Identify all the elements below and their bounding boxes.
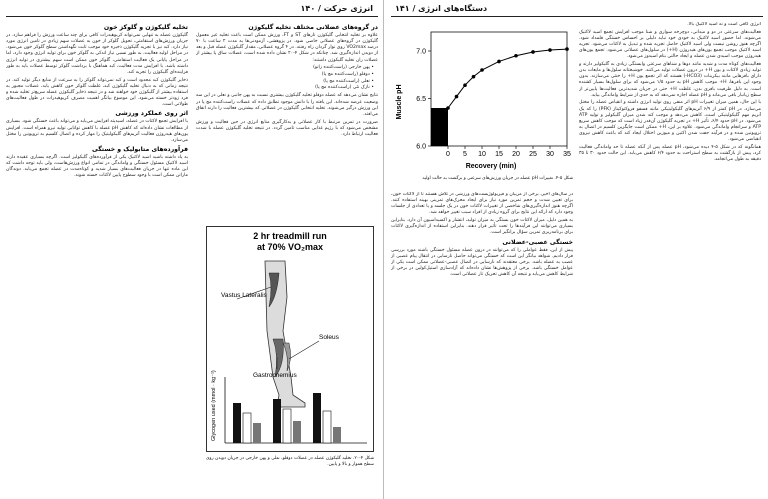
paragraph: با این حال، همین میزان تغییرات pH اثر منفی روی تولید انرژی داشته و انقباض عضله را مختل می‌سازد. در pH کمتر از ۶/۹ آنزیم‌های گلیکولیتیکی مانند فسفو فروکتوکیناز (PFK) را که یک آنزیم مهم گلیکولیتیکی است، کاهش می‌دهد و موجب کند شدن میزان گلیکولیز و تولید ATP می‌شود. در pH حدود ۶/۴، تأثیر H+ در تجزیه گلیکوژن آن‌قدر زیاد است که موجب کاهش سریع ATP و سرانجام واماندگی می‌شود. علاوه بر این، H+ ممکن است جایگزین کلسیم در اتصال به تروپونین شده و در فرآیند جفت شدن اکتین و میوزین اختلال ایجاد کند که باعث کاهش نیروی انقباضی می‌شود. <box>579 100 761 143</box>
glycogen-figure-svg <box>207 227 373 451</box>
x-tick-label: 30 <box>546 151 554 158</box>
paragraph: انرژی کافی است و نه اسید لاکتیک بالا. <box>687 22 761 27</box>
paragraph: همانگونه که در شکل ۵-۴ دیده می‌شود، pH عضله پس از آنکه عضله تا حد واماندگی فعالیت کرد، پیش از بازگشت به سطح استراحت به حدود ۶/۴ کاهش می‌یابد. این حالت حدود ۳۰ تا ۳۵ دقیقه به طول می‌انجامد. <box>579 144 761 163</box>
paragraph: فعالیت‌های سرعتی در دو و میدانی، دوچرخه سواری و شنا موجب افزایش تجمع اسید لاکتیک می‌شوند. اما حضور اسید لاکتیک به خودی خود نباید دلیلی بر احساس خستگی قلمداد شود. اگرچه هنوز روشن نیست ولی اسید لاکتیک حاصل تجزیه شده و تبدیل به لاکتات می‌شود. تجزیه اسید لاکتیک موجب تجمع یون‌های هیدروژن (H+) در سلول‌های عضلانی می‌شود. تجمع یون‌های هیدروژن موجب اسیدی شدن عضله و ایجاد حالتی بنام اسیدوز می‌شود. <box>579 29 761 60</box>
paragraph: در سال‌های اخیر، برخی از مربیان و فیزیولوژیست‌های ورزشی در تلاش هستند تا از لاکتات خون، برای تعیین شدت و حجم تمرین مورد نیاز برای ایجاد محرک‌های تمرینی بهینه استفاده کنند. اگرچه هنوز اندازه‌گیری‌های شاخصی از تغییرات لاکتات خون در یک جلسه و یا تعدادی از جلسات وجود دارد که ارائه این نتایج برای گروه زیادی از افراد سبب تغییر خواهد شد. <box>391 192 573 216</box>
paragraph: نتایج نشان می‌دهد که عضله دوقلو تخلیه گلیکوژن بیشتری نسبت به پهن جانبی و نعلی در این سه وضعیت عرضه شده‌اند. این یافته را با دانش موجود تطابق داده که عضلات راست‌کننده مچ پا در این ورزش درگیر می‌شوند. تخلیه انتخابی گلیکوژن در عضلاتی که بیشترین فعالیت را دارند اتفاق می‌افتد. <box>196 93 378 117</box>
bar <box>253 423 261 443</box>
figure-title-2: at 70% VO₂max <box>256 242 324 252</box>
bar <box>233 403 241 443</box>
bar <box>313 393 321 443</box>
ph-data-point <box>565 47 569 51</box>
x-tick-label: 25 <box>529 151 537 158</box>
ph-chart-svg <box>391 22 573 172</box>
paragraph: با افزایش تجمع لاکتات در عضله، اسیدیته افزایش می‌یابد و می‌تواند باعث خستگی شود. بسیاری از مطالعات نشان داده‌اند که کاهش pH عضله با کاهش توانایی تولید نیرو همراه است. افزایش یون‌های هیدروژن فعالیت آنزیم‌های گلیکولیتیک را مهار کرده و اتصال کلسیم به تروپونین را مختل می‌سازد. <box>6 119 188 143</box>
ph-chart <box>391 22 573 172</box>
x-tick-label: 20 <box>512 151 520 158</box>
section-heading: در گروه‌های عضلانی مختلف تخلیه گلیکوژن <box>248 24 378 31</box>
x-tick-label: 15 <box>495 151 503 158</box>
bar <box>323 411 331 443</box>
bar <box>283 409 291 443</box>
label-vastus-lateralis: Vastus Lateralis <box>221 292 267 299</box>
paragraph: گلیکوژن عضله به تنهایی نمی‌تواند کربوهیدرات کافی برای چند ساعت ورزش را فراهم سازد. در جریان ورزش‌های استقامتی، تحویل گلوکز از خون به عضلات سهم زیادی در تامین انرژی مورد نیاز دارد. کبد نیز با تجزیه گلیکوژن ذخیره خود موجب ثابت نگهداشتن سطح گلوکز خون می‌شود. در مراحل اولیه فعالیت، به طور نسبی نیاز اندکی به گلوکز خون برای تولید انرژی وجود دارد، اما در مراحل پایانی یک فعالیت استقامتی، گلوکز خون ممکن است سهم بیشتری در تولید انرژی داشته باشد. با افزایش مدت فعالیت، کبد هماهنگ با برداشت گلوکز توسط عضلات باید به طور فزاینده‌ای گلیکوژن را تجزیه کند. <box>6 33 188 75</box>
ph-x-label: Recovery (min) <box>465 163 517 170</box>
glycogen-y-label: Glycogen used (mmol · kg⁻¹) <box>211 370 217 441</box>
ph-data-point <box>480 68 484 72</box>
right-page-right-column <box>579 22 761 494</box>
right-page-header: دستگاه‌های انرژی / ۱۴۱ <box>395 4 488 13</box>
muscle-list <box>196 65 378 91</box>
right-page <box>385 0 768 499</box>
paragraph: ذخایر گلیکوژن کبد محدود است و کبد نمی‌تواند گلوکز را به سرعت از منابع دیگر تولید کند. در نتیجه زمانی که به دنبال تخلیه گلیکوژن کبد، غلظت گلوکز خون کاهش یابد، عضلات مجبور به استفاده بیشتر از گلیکوژن خود خواهند شد و در نتیجه ذخایر گلیکوژن عضله سریع‌تر تخلیه شده و فرد زودتر خسته می‌شود. این موضوع بیانگر اهمیت مصرف کربوهیدرات در طول فعالیت‌های طولانی است. <box>6 77 188 108</box>
x-tick-label: 35 <box>563 151 571 158</box>
ph-data-point <box>497 60 501 64</box>
ph-data-point <box>531 50 535 54</box>
label-soleus: Soleus <box>319 334 339 341</box>
ph-data-point <box>446 106 450 110</box>
exercise-bar <box>431 108 448 146</box>
y-tick-label: 6.0 <box>416 143 426 151</box>
glycogen-figure-caption: شکل ۴-۲۰. تخلیه گلیکوژن عضله در عضلات دوقلو، نعلی و پهن خارجی در جریان دویدن روی سطح هموار و بالا و پایین. <box>206 456 374 467</box>
x-tick-label: 0 <box>446 151 450 158</box>
ph-chart-caption: شکل ۵-۴. تغییرات pH عضله در جریان ورزش‌های سرعتی و برگشت به حالت اولیه <box>422 176 573 181</box>
x-tick-label: 10 <box>478 151 486 158</box>
section-heading: تخلیه گلیکوژن و گلوکز خون <box>103 24 188 31</box>
bar <box>293 421 301 443</box>
left-page-right-column <box>196 22 378 222</box>
label-gastrocnemius: Gastrocnemius <box>253 372 297 379</box>
paragraph: به یاد داشته باشید اسید لاکتیک یکی از فرآورده‌های گلیکولیز است. اگرچه بسیاری عقیده دارند اسید لاکتیک مسئول خستگی و واماندگی در تمامی انواع ورزش‌هاست، ولی باید توجه داشت که این ماده تنها در جریان فعالیت‌های بسیار شدید و کوتاه‌مدت در عضله تجمع می‌یابد. دوندگان ماراتن ممکن است با وجود سطوح پایین لاکتات خسته شوند. <box>6 155 188 179</box>
bar <box>243 413 251 443</box>
list-item: • نازک نئی (راست‌کننده مچ پا) <box>315 85 374 91</box>
right-header-rule <box>391 16 763 17</box>
section-heading: فرآورده‌های متابولیک و خستگی <box>91 146 188 153</box>
paragraph: علاوه بر تخلیه انتخابی گلیکوژن تارهای ST و FT، ورزش ممکن است باعث تخلیه غیر معمول گلیکوژن در گروه‌های عضلانی خاصی شود. در پژوهشی، آزمودنی‌ها به مدت ۲ ساعت با ۷۰ درصد VO2max روی نوار گردان راه رفتند. در ۴ گروه عضلانی، مقدار گلیکوژن عضله قبل و بعد از دویدن اندازه‌گیری شد. چنانکه در شکل ۴-۲۰ نشان داده شده است، عضلات ساق پا بیشتر از عضلات ران تخلیه گلیکوژن داشتند: <box>196 33 378 63</box>
list-item: • نعلی (راست‌کننده مچ پا) <box>323 78 374 84</box>
glycogen-figure <box>206 226 374 452</box>
ph-data-point <box>463 83 467 87</box>
left-page-header: ۱۴۰ / انرژی حرکت <box>300 4 373 13</box>
ph-data-point <box>472 75 476 79</box>
left-page-left-column <box>6 22 188 494</box>
right-page-left-column <box>391 192 573 494</box>
ph-data-point <box>455 95 459 99</box>
bar <box>273 399 281 443</box>
left-header-rule <box>6 16 378 17</box>
section-heading: خستگی عصبی-عضلانی <box>502 238 573 246</box>
ph-y-label: Muscle pH <box>396 84 403 120</box>
y-tick-label: 6.5 <box>416 96 426 103</box>
bar <box>333 427 341 443</box>
list-item: • دوقلو (راست‌کننده مچ پا) <box>321 71 374 77</box>
section-heading: اثر روی عملکرد ورزشی <box>115 110 188 118</box>
ph-data-point <box>514 54 518 58</box>
y-tick-label: 7.0 <box>416 48 426 56</box>
ph-plot-frame <box>431 32 567 146</box>
figure-title-1: 2 hr treadmill run <box>253 231 327 241</box>
paragraph: به همین دلیل، میزان لاکتات خون بستگی به میزان تولید، انتشار و اکسیداسیون آن دارد. بنابراین بسیاری می‌توانند این فرآیندها را تحت تأثیر قرار دهند. بنابراین استفاده از اندازه‌گیری لاکتات برای برنامه‌ریزی تمرین سؤال برانگیز است. <box>391 218 573 236</box>
paragraph: فعالیت‌های کوتاه مدت و شدید مانند دوها و شناهای سرعتی وابستگی زیادی به گلیکولیز دارند و تولید زیادی لاکتات و یون H+ در درون عضلات تولید می‌کنند. خوشبختانه سلول‌ها و مایعات بدن دارای بافرهایی مانند بیکربنات (HCO3-) هستند که اثر تجمع یون H+ را خنثی می‌سازند. بدون وجود این بافرها، H+ موجب کاهش pH به حدود ۱/۵ می‌شود که برای سلول‌ها بسیار کشنده است. به دلیل ظرفیت بافری بدن، غلظت H+ حتی در جریان شدیدترین فعالیت‌ها پایین‌تر از سطح زیانبار باقی می‌ماند و pH عضله اجازه نمی‌دهد که به حدی از شرایط واماندگی بیاید. <box>579 61 761 98</box>
x-tick-label: 5 <box>463 151 467 158</box>
paragraph: ضرورت در تمرین مرتبط با کار عضلانی و به‌کارگیری منابع انرژی در حین فعالیت و ورزش مشخص می‌شود که با رژیم غذایی مناسب تامین گردد. در نتیجه تخلیه گلیکوژن عضله با شدت فعالیت ارتباط دارد. <box>196 119 378 137</box>
list-item: • پهن خارجی (راست‌کننده زانو) <box>313 65 374 71</box>
ph-data-point <box>548 48 552 52</box>
paragraph: پیش از این، فقط عواملی را که می‌توانند در درون عضله مسئول خستگی باشند مورد بررسی قرار دادیم. شواهد بیانگر این است که خستگی می‌تواند حاصل نارسایی در انتقال پیام عصبی از عصب به عضله باشد. برخی معتقدند که نارسایی در اتصال عصبی-عضلانی ممکن است یکی از عوامل خستگی باشد. برخی از پژوهش‌ها نشان داده‌اند که آزادسازی استیل‌کولین در برخی از شرایط کاهش می‌یابد و نتیجه آن کاهش تحریک تار عضلانی است. <box>391 247 573 278</box>
